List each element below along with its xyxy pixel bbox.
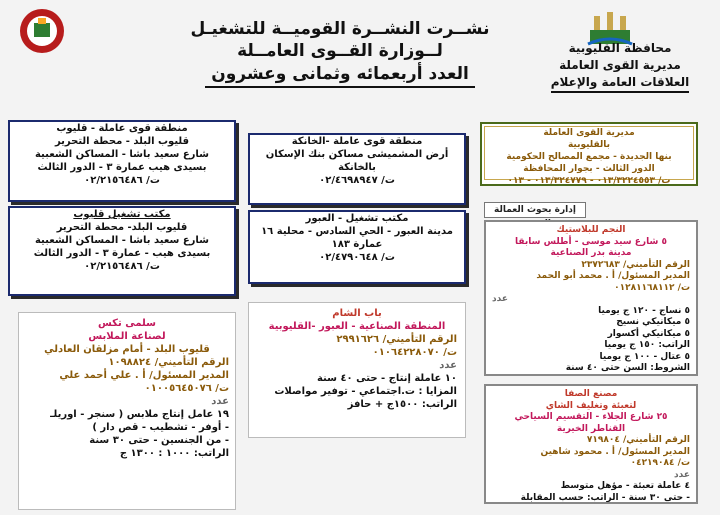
job-line: ٥ ميكانيكي نسيج: [616, 317, 690, 327]
directorate-address-line: بنها الجديدة - مجمع المصالح الحكومية: [506, 152, 672, 162]
office-address-line: بالخانكة: [338, 162, 376, 173]
company-activity: لتعبئة وتغليف الشاي: [545, 400, 637, 411]
issuer-header: [540, 40, 700, 93]
company-name: باب الشام: [332, 308, 382, 319]
directorate-phone: ت/ ٠١٣/٣٢٢٤٥٥٣ - ٠١٣/٣٢٤٧٧٩ - ٠١٣: [507, 176, 671, 186]
job-line: الراتب: ١٥٠ ج يوميا: [604, 340, 690, 350]
job-line: ٥ ميكانيكي أكسوار: [607, 328, 690, 339]
directorate-address-inner: [484, 126, 694, 186]
job-line: - من الجنسين - حتى ٣٠ سنة: [89, 435, 229, 446]
office-phone: ت/ ٠٢/٢١٥٦٤٨٦: [84, 261, 160, 272]
company-phone: ت/ ٠٤٢١٩٠٨٤: [630, 458, 690, 468]
title-line-2: لــوزارة القــوى العامــلة: [237, 41, 443, 61]
office-khanka-box: [248, 133, 466, 205]
office-obour-box: [248, 210, 466, 284]
directorate-address-line: الدور الثالث - بجوار المحافظة: [523, 164, 655, 174]
job-line: ١٠ عاملة إنتاج - حتى ٤٠ سنة: [316, 373, 457, 384]
office-qalyub-employment-box: [8, 206, 236, 296]
directorate-title: مديرية القوى العاملة: [543, 128, 635, 138]
issue-number: العدد أربعمائه وثمانى وعشرون: [205, 62, 475, 88]
office-title: منطقة قوى عاملة -الخانكة: [291, 136, 423, 147]
office-title: مكتب تشغيل قليوب: [73, 209, 171, 220]
company-address: ٢٥ شارع الجلاء - التقسيم السياحي: [514, 412, 668, 422]
job-ad-salma-tex: [18, 312, 236, 510]
job-ad-bab-alsham: [248, 302, 466, 438]
office-address-line: عمارة ١٨٣: [331, 239, 383, 250]
directorate-address-box: [480, 122, 698, 186]
office-address-line: شارع سعيد باشا - المساكن الشعبية: [34, 235, 210, 246]
title-line-1: نشــرت النشــرة القوميــة للتشغيـل: [190, 19, 490, 39]
manager-name: المدير المسئول/ أ . محمد أبو الحمد: [536, 271, 690, 281]
manager-name: المدير المسئول/ أ . محمود شاهين: [540, 446, 690, 457]
company-name: سلمى تكس: [98, 318, 156, 329]
manager-name: المدير المسئول/ أ . علي أحمد علي: [59, 370, 229, 381]
office-address-line: قليوب البلد- محطة التحرير: [56, 222, 188, 233]
research-dept-tag: إدارة بحوث العمالة: [484, 202, 586, 218]
company-activity: لصناعة الملابس: [88, 331, 166, 342]
insurance-number: الرقم التأميني/ ٢٩٩١٦٢٦: [336, 334, 457, 345]
office-address-line: شارع سعيد باشا - المساكن الشعبية: [34, 149, 210, 160]
job-conditions: الشروط: السن حتى ٤٠ سنة: [565, 363, 690, 373]
company-phone: ت/ ٠١٢٨١١٦٨١١٢: [614, 282, 690, 293]
company-phone: ت/ ٠١٠٠٥٦٤٥٠٧٦: [144, 383, 229, 394]
job-ad-alnagm: [484, 220, 698, 376]
company-phone: ت/ ٠١٠٦٤٢٢٨٠٧٠: [372, 347, 457, 358]
job-line: - أوفر - تشطيب - قص دار ): [92, 422, 229, 433]
office-address-line: قليوب البلد - محطة التحرير: [54, 136, 190, 147]
governorate-name: محافظة القليوبية: [568, 41, 672, 55]
job-line: ١٩ عامل إنتاج ملابس ( سنجر - اوريلـ: [50, 409, 229, 420]
company-address: ٥ شارع سيد موسى - أطلس سابقا: [515, 236, 667, 247]
company-name: مصنع الصفا: [564, 389, 618, 399]
office-title: منطقة قوى عاملة - قليوب: [56, 123, 188, 134]
office-address-line: مدينة العبور - الحي السادس - محلية ١٦: [261, 226, 453, 237]
insurance-number: الرقم التأميني/ ٧١٩٨٠٤: [586, 435, 690, 445]
office-title: مكتب تشغيل - العبور: [305, 213, 409, 224]
office-address-line: بسيدى هيب - عمارة ٣ - الدور الثالث: [33, 248, 211, 259]
office-phone: ت/ ٠٢/٤٦٩٨٩٤٧: [319, 175, 395, 186]
office-qalyub-area-box: [8, 120, 236, 202]
company-address: المنطقة الصناعية - العبور -القليوبية: [268, 321, 446, 332]
job-line: ٥ نساج - ١٢٠ ج يوميا: [598, 305, 690, 316]
company-address: قليوب البلد - أمام مزلقان العادلي: [44, 344, 210, 355]
directorate-subtitle: بالقليوبية: [567, 140, 611, 150]
count-label: عدد: [674, 469, 690, 480]
office-phone: ت/ ٠٢/٤٧٩٠٦٤٨: [319, 252, 395, 263]
job-perks: المزايا : ت.اجتماعي - توفير مواصلات: [274, 386, 457, 397]
job-line: ٤ عاملة تعبئة - مؤهل متوسط: [560, 481, 690, 491]
job-conditions: - حتى ٣٠ سنة - الراتب: حسب المقابلة: [520, 492, 690, 503]
bulletin-title: [190, 18, 490, 88]
insurance-number: الرقم التأميني/ ٢٣٧٢٦٨٣: [581, 259, 690, 270]
job-ad-alsafa: [484, 384, 698, 504]
job-salary: الراتب: ١٠٠٠ : ١٣٠٠ ج: [119, 448, 229, 459]
insurance-number: الرقم التأميني/ ١٠٩٨٨٢٤: [108, 357, 229, 368]
count-label: عدد: [439, 360, 457, 371]
company-address: القناطر الخيرية: [556, 423, 626, 434]
office-address-line: بسيدى هيب عمارة ٣ - الدور الثالث: [37, 162, 207, 173]
directorate-name: مديرية القوى العاملة: [559, 58, 681, 72]
count-label: عدد: [211, 396, 229, 407]
count-label: عدد: [492, 294, 508, 304]
company-name: النجم للبلاستيك: [556, 225, 626, 235]
job-line: ٥ عتال - ١٠٠ ج يوميا: [599, 351, 690, 362]
pr-department-name: العلاقات العامة والإعلام: [551, 74, 690, 93]
ministry-logo-icon: [12, 6, 72, 56]
job-salary: الراتب: ١٥٠٠ج + حافز: [347, 399, 457, 410]
company-address: مدينة بدر الصناعية: [550, 248, 632, 258]
office-phone: ت/ ٠٢/٢١٥٦٤٨٦: [84, 175, 160, 186]
office-address-line: أرض المشميشى مساكن بنك الإسكان: [265, 149, 449, 160]
